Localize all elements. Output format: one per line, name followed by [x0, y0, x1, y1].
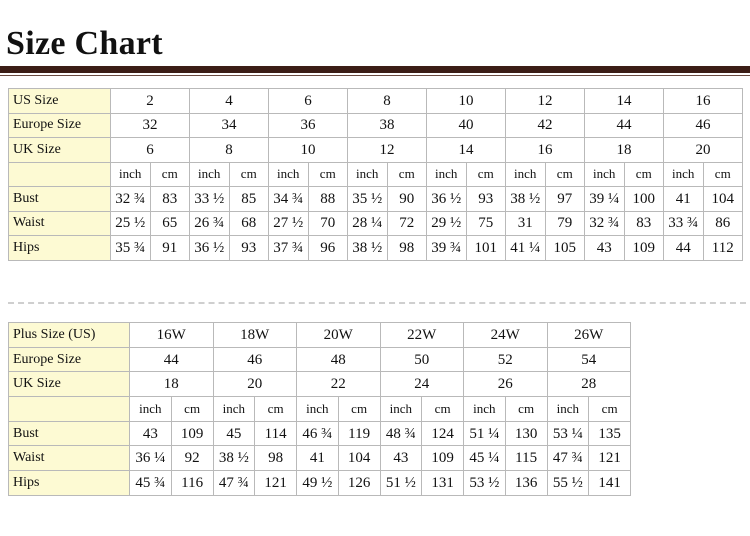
us-size-cell: 10 [427, 89, 506, 114]
hips-value: 36 ½ [190, 236, 230, 261]
bust-label: Bust [9, 187, 111, 212]
us-size-cell: 14 [585, 89, 664, 114]
bust-value: 43 [130, 421, 172, 446]
inch-unit-header: inch [297, 397, 339, 422]
bust-value: 88 [308, 187, 348, 212]
uk-size-cell: 14 [427, 138, 506, 163]
waist-value: 72 [387, 211, 427, 236]
table-row [9, 372, 631, 397]
table-row [9, 187, 743, 212]
bust-value: 48 ¾ [380, 421, 422, 446]
waist-label: Waist [9, 211, 111, 236]
waist-value: 43 [380, 446, 422, 471]
bust-value: 100 [624, 187, 664, 212]
bust-value: 38 ½ [506, 187, 546, 212]
unit-row-label [9, 162, 111, 187]
inch-unit-header: inch [111, 162, 151, 187]
europe-size-cell: 40 [427, 113, 506, 138]
hips-value: 121 [255, 471, 297, 496]
regular-size-table [8, 88, 743, 261]
bust-value: 109 [171, 421, 213, 446]
waist-value: 86 [703, 211, 743, 236]
hips-value: 96 [308, 236, 348, 261]
waist-value: 109 [422, 446, 464, 471]
us-size-cell: 6 [269, 89, 348, 114]
bust-value: 33 ½ [190, 187, 230, 212]
table-row [9, 211, 743, 236]
hips-value: 116 [171, 471, 213, 496]
uk-size-cell: 22 [297, 372, 381, 397]
bust-value: 46 ¾ [297, 421, 339, 446]
waist-value: 45 ¼ [464, 446, 506, 471]
page-title: Size Chart [6, 25, 163, 62]
uk-size-cell: 10 [269, 138, 348, 163]
table-row [9, 138, 743, 163]
cm-unit-header: cm [229, 162, 269, 187]
us-size-cell: 16 [664, 89, 743, 114]
europe-size-cell: 36 [269, 113, 348, 138]
us-size-cell: 26W [547, 323, 631, 348]
bust-value: 124 [422, 421, 464, 446]
bust-value: 45 [213, 421, 255, 446]
bust-value: 53 ¼ [547, 421, 589, 446]
inch-unit-header: inch [547, 397, 589, 422]
table-row [9, 421, 631, 446]
cm-unit-header: cm [466, 162, 506, 187]
hips-value: 93 [229, 236, 269, 261]
cm-unit-header: cm [624, 162, 664, 187]
us-size-cell: 20W [297, 323, 381, 348]
hips-value: 49 ½ [297, 471, 339, 496]
waist-value: 121 [589, 446, 631, 471]
bust-value: 130 [505, 421, 547, 446]
uk-size-cell: 26 [464, 372, 548, 397]
waist-value: 70 [308, 211, 348, 236]
uk-size-cell: 12 [348, 138, 427, 163]
europe-size-cell: 54 [547, 347, 631, 372]
waist-value: 115 [505, 446, 547, 471]
waist-value: 28 ¼ [348, 211, 388, 236]
plus-size-table [8, 322, 631, 496]
waist-value: 75 [466, 211, 506, 236]
hips-value: 109 [624, 236, 664, 261]
hips-value: 131 [422, 471, 464, 496]
cm-unit-header: cm [422, 397, 464, 422]
unit-row [9, 162, 743, 187]
hips-value: 38 ½ [348, 236, 388, 261]
uk-size-cell: 28 [547, 372, 631, 397]
cm-unit-header: cm [505, 397, 547, 422]
waist-value: 92 [171, 446, 213, 471]
waist-label: Waist [9, 446, 130, 471]
inch-unit-header: inch [664, 162, 704, 187]
waist-value: 33 ¾ [664, 211, 704, 236]
bust-value: 83 [150, 187, 190, 212]
bust-value: 90 [387, 187, 427, 212]
hips-value: 101 [466, 236, 506, 261]
inch-unit-header: inch [190, 162, 230, 187]
table-row [9, 236, 743, 261]
europe-size-cell: 34 [190, 113, 269, 138]
us-size-cell: 12 [506, 89, 585, 114]
cm-unit-header: cm [338, 397, 380, 422]
bust-label: Bust [9, 421, 130, 446]
hips-value: 55 ½ [547, 471, 589, 496]
hips-value: 37 ¾ [269, 236, 309, 261]
europe-size-cell: 38 [348, 113, 427, 138]
table-row [9, 471, 631, 496]
table-row [9, 446, 631, 471]
bust-value: 32 ¾ [111, 187, 151, 212]
cm-unit-header: cm [255, 397, 297, 422]
inch-unit-header: inch [269, 162, 309, 187]
table-row [9, 113, 743, 138]
waist-value: 38 ½ [213, 446, 255, 471]
table-row [9, 347, 631, 372]
us-size-cell: 8 [348, 89, 427, 114]
hips-value: 98 [387, 236, 427, 261]
hips-label: Hips [9, 236, 111, 261]
waist-value: 25 ½ [111, 211, 151, 236]
europe-size-cell: 48 [297, 347, 381, 372]
bust-value: 93 [466, 187, 506, 212]
cm-unit-header: cm [171, 397, 213, 422]
hips-value: 105 [545, 236, 585, 261]
hips-label: Hips [9, 471, 130, 496]
hips-value: 141 [589, 471, 631, 496]
europe-size-cell: 46 [664, 113, 743, 138]
inch-unit-header: inch [464, 397, 506, 422]
uk-size-cell: 24 [380, 372, 464, 397]
waist-value: 41 [297, 446, 339, 471]
title-underline [0, 66, 750, 73]
hips-value: 112 [703, 236, 743, 261]
bust-value: 104 [703, 187, 743, 212]
bust-value: 135 [589, 421, 631, 446]
us-size-cell: 22W [380, 323, 464, 348]
section-divider [8, 302, 746, 304]
europe-size-cell: 42 [506, 113, 585, 138]
cm-unit-header: cm [589, 397, 631, 422]
bust-value: 41 [664, 187, 704, 212]
waist-value: 36 ¼ [130, 446, 172, 471]
europe-size-cell: 52 [464, 347, 548, 372]
europe-size-cell: 46 [213, 347, 297, 372]
hips-value: 47 ¾ [213, 471, 255, 496]
uk-size-cell: 8 [190, 138, 269, 163]
hips-value: 136 [505, 471, 547, 496]
cm-unit-header: cm [308, 162, 348, 187]
uk-size-cell: 6 [111, 138, 190, 163]
hips-value: 51 ½ [380, 471, 422, 496]
inch-unit-header: inch [380, 397, 422, 422]
waist-value: 27 ½ [269, 211, 309, 236]
hips-value: 126 [338, 471, 380, 496]
bust-value: 85 [229, 187, 269, 212]
cm-unit-header: cm [703, 162, 743, 187]
europe-size-cell: 32 [111, 113, 190, 138]
hips-value: 44 [664, 236, 704, 261]
waist-value: 79 [545, 211, 585, 236]
hips-value: 43 [585, 236, 625, 261]
waist-value: 104 [338, 446, 380, 471]
waist-value: 65 [150, 211, 190, 236]
waist-value: 26 ¾ [190, 211, 230, 236]
hips-value: 91 [150, 236, 190, 261]
bust-value: 114 [255, 421, 297, 446]
europe-size-cell: 50 [380, 347, 464, 372]
europe-size-label: Europe Size [9, 113, 111, 138]
hips-value: 41 ¼ [506, 236, 546, 261]
inch-unit-header: inch [348, 162, 388, 187]
bust-value: 51 ¼ [464, 421, 506, 446]
table-row [9, 323, 631, 348]
us-size-cell: 4 [190, 89, 269, 114]
title-underline-thin [0, 75, 750, 76]
uk-size-label: UK Size [9, 372, 130, 397]
uk-size-label: UK Size [9, 138, 111, 163]
waist-value: 47 ¾ [547, 446, 589, 471]
waist-value: 32 ¾ [585, 211, 625, 236]
cm-unit-header: cm [387, 162, 427, 187]
uk-size-cell: 16 [506, 138, 585, 163]
cm-unit-header: cm [545, 162, 585, 187]
bust-value: 39 ¼ [585, 187, 625, 212]
unit-row-label [9, 397, 130, 422]
bust-value: 97 [545, 187, 585, 212]
inch-unit-header: inch [506, 162, 546, 187]
bust-value: 36 ½ [427, 187, 467, 212]
us-size-cell: 2 [111, 89, 190, 114]
us-size-label: Plus Size (US) [9, 323, 130, 348]
bust-value: 119 [338, 421, 380, 446]
us-size-cell: 18W [213, 323, 297, 348]
uk-size-cell: 18 [130, 372, 214, 397]
europe-size-label: Europe Size [9, 347, 130, 372]
table-row [9, 89, 743, 114]
inch-unit-header: inch [130, 397, 172, 422]
inch-unit-header: inch [585, 162, 625, 187]
inch-unit-header: inch [213, 397, 255, 422]
uk-size-cell: 18 [585, 138, 664, 163]
europe-size-cell: 44 [130, 347, 214, 372]
bust-value: 34 ¾ [269, 187, 309, 212]
inch-unit-header: inch [427, 162, 467, 187]
waist-value: 98 [255, 446, 297, 471]
bust-value: 35 ½ [348, 187, 388, 212]
us-size-cell: 16W [130, 323, 214, 348]
uk-size-cell: 20 [213, 372, 297, 397]
waist-value: 29 ½ [427, 211, 467, 236]
waist-value: 83 [624, 211, 664, 236]
uk-size-cell: 20 [664, 138, 743, 163]
unit-row [9, 397, 631, 422]
us-size-label: US Size [9, 89, 111, 114]
waist-value: 68 [229, 211, 269, 236]
waist-value: 31 [506, 211, 546, 236]
hips-value: 53 ½ [464, 471, 506, 496]
cm-unit-header: cm [150, 162, 190, 187]
us-size-cell: 24W [464, 323, 548, 348]
europe-size-cell: 44 [585, 113, 664, 138]
hips-value: 39 ¾ [427, 236, 467, 261]
hips-value: 45 ¾ [130, 471, 172, 496]
hips-value: 35 ¾ [111, 236, 151, 261]
